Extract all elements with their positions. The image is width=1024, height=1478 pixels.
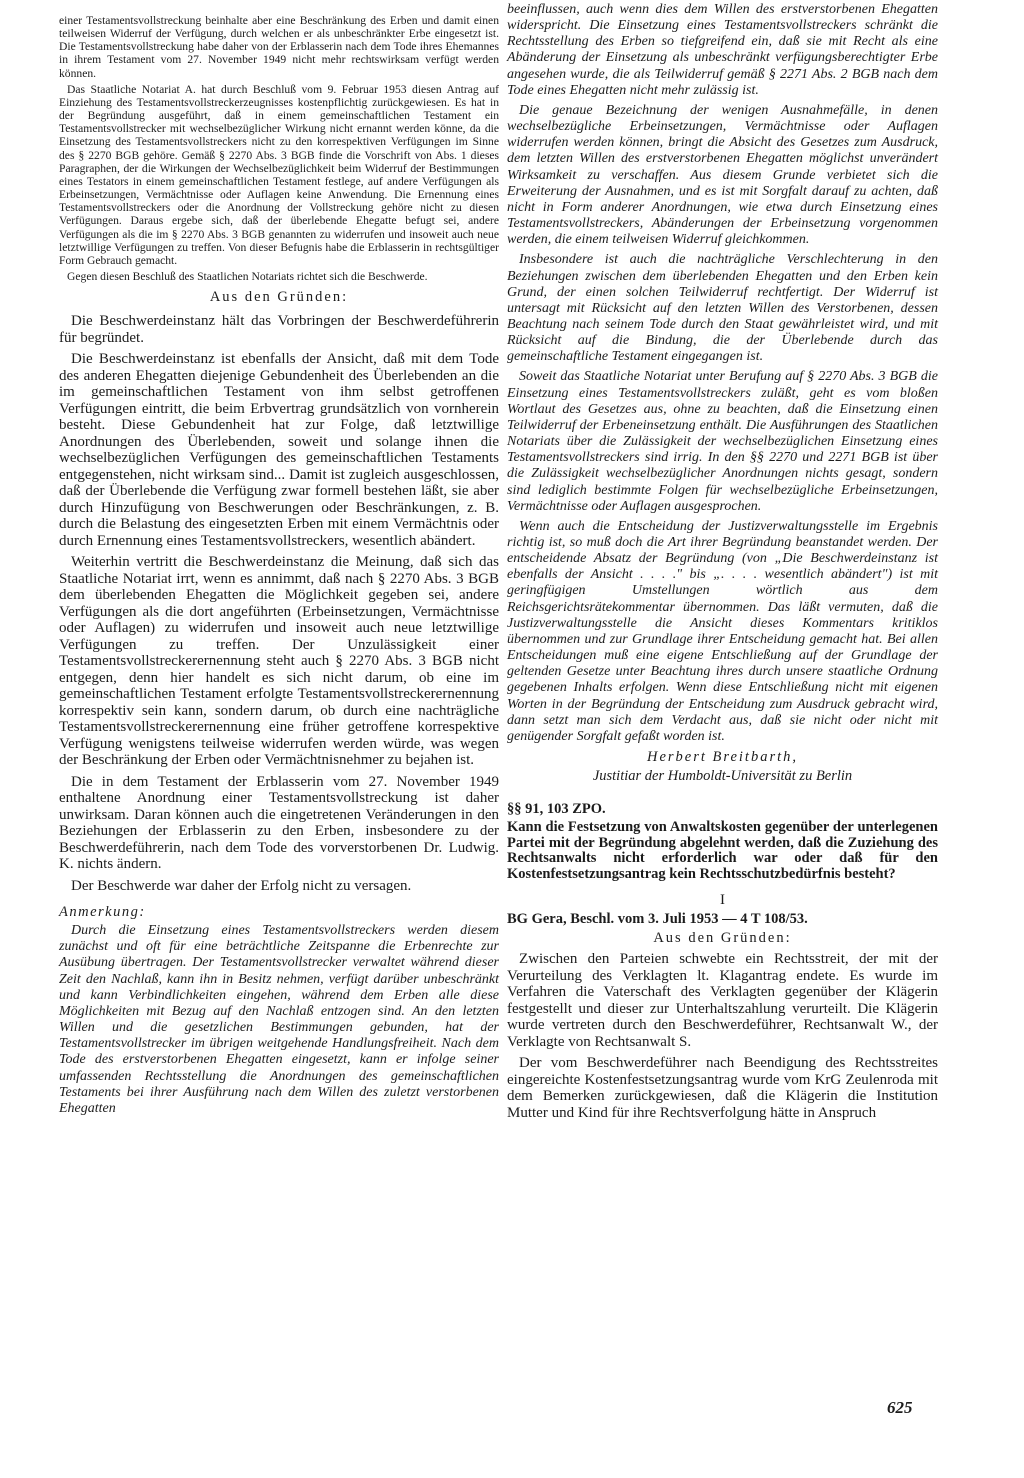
intro-paragraph-3: Gegen diesen Beschluß des Staatlichen Notariats richtet sich die Beschwerde. [67, 269, 428, 283]
section-heading-gruende: Aus den Gründen: [209, 289, 349, 306]
signature-title: Justitiar der Humboldt-Universität zu Berlin [592, 768, 853, 785]
case-paragraph-1: Zwischen den Parteien schwebte ein Rechtsstreit, der mit der Verurteilung des Verklagten lt. Klagantrag endete. Es wurde im Verfahren die Vaterschaft des Verklagten gegenüber der Klägerin festgestellt und dieser zur Unterhaltszahlung verurteilt. Die Klägerin wurde vertreten durch den Beschwerdeführer, Rechtsanwalt W., der Verklagte von Rechtsanwalt S. [507, 951, 938, 1050]
annotation-heading: Anmerkung: [59, 904, 146, 921]
annotation-paragraph: Durch die Einsetzung eines Testamentsvollstreckers werden diesem zunächst und oft für eine beträchtliche Zeitspanne die Erbenrechte zur Ausübung übertragen. Der Testamentsvollstrecker verwaltet während dieser Zeit den Nachlaß, kann ihn in Besitz nehmen, verfügt darüber unbeschränkt und kann Verbindlichkeiten eingehen, während dem Erben alle diese Möglichkeiten mit Bezug auf den Nachlaß entzogen sind. An den letzten Willen und die gesetzlichen Bestimmungen gebunden, hat der Testamentsvollstrecker im übrigen weitgehende Handlungsfreiheit. Nach dem Tode des erstverstorbenen Ehegatten eingesetzt, kann er infolge seiner umfassenden Rechtsstellung die Anordnungen des gemeinschaftlichen Testaments bei ihrer Ausführung nach dem Willen des zuletzt verstorbenen Ehegatten [59, 923, 499, 1116]
left-column [59, 14, 499, 1121]
rule-heading: §§ 91, 103 ZPO. [507, 801, 606, 818]
annotation-continued-4: Soweit das Staatliche Notariat unter Berufung auf § 2270 Abs. 3 BGB die Einsetzung eines Testamentsvollstreckers zuläßt, geht es vom bloßen Wortlaut des Gesetzes aus, ohne zu beachten, daß die Einsetzung einen Teilwiderruf der Erbeneinsetzung enthält. Die Ausführungen des Staatlichen Notariats über die Zulässigkeit der wechselbezüglichen Einsetzung eines Testamentsvollstreckers sind irrig. In den §§ 2270 und 2271 BGB ist über die Zulässigkeit wechselbezüglicher Anordnungen nichts gesagt, sondern sind lediglich bestimmte Folgen für wechselbezügliche Erbeinsetzungen, Vermächtnisse oder Auflagen ausgesprochen. [507, 369, 938, 514]
intro-paragraph-2: Das Staatliche Notariat A. hat durch Beschluß vom 9. Februar 1953 diesen Antrag auf Einziehung des Testamentsvollstreckerzeugnisses kostenpflichtig zurückgewiesen. Es hat in der Begründung ausgeführt, daß in einem gemeinschaftlichen Testament ein Testamentsvollstrecker mit wechselbezüglicher Wirkung nicht ernannt werden könne, da die Einsetzung des Testamentsvollstreckers nicht zu den korrespektiven Verfügungen im Sinne des § 2270 BGB gehöre. Gemäß § 2270 Abs. 3 BGB finde die Vorschrift von Abs. 1 dieses Paragraphen, der die Wirkungen der Wechselbezüglichkeit beim Widerruf der Bestimmungen eines Testators in einem gemeinschaftlichen Testament festlege, auf andere Verfügungen als Erbeinsetzungen, Vermächtnisse oder Auflagen keine Anwendung. Die Ernennung eines Testamentsvollstreckers oder die Anordnung der Vollstreckung gehöre nicht zu diesen Verfügungen. Daraus ergebe sich, daß der überlebende Ehegatte befugt sei, andere Verfügungen als die im § 2270 Abs. 3 BGB genannten zu widerrufen und insoweit auch neue letztwillige Verfügungen zu treffen. Von dieser Befugnis habe die Erblasserin in rechtsgültiger Form Gebrauch gemacht. [59, 82, 499, 267]
page-number: 625 [887, 1398, 913, 1417]
signature-name [507, 749, 938, 766]
roman-numeral: I [720, 892, 725, 909]
annotation-continued-1: beeinflussen, auch wenn dies dem Willen des erstverstorbenen Ehegatten widerspricht. Die Einsetzung eines Testamentsvollstreckers schränkt die Rechtsstellung des Erben so tiefgreifend ein, daß sie mit Recht als eine Abänderung der Einsetzung als unbeschränkt verfügungsberechtigter Erbe angesehen wurde, die als Teilwiderruf gemäß § 2271 Abs. 2 BGB nach dem Tode eines Ehegatten nicht mehr zulässig ist. [507, 2, 938, 98]
leitsatz-question: Kann die Festsetzung von Anwaltskosten gegenüber der unterlegenen Partei mit der Begründung abgelehnt werden, daß die Zuziehung des Rechtsanwalts nicht erforderlich war oder daß für den Kostenfestsetzungsantrag kein Rechtsschutzbedürfnis besteht? [507, 819, 938, 882]
body-paragraph-4: Die in dem Testament der Erblasserin vom 27. November 1949 enthaltene Anordnung einer Testamentsvollstreckung ist daher unwirksam. Daran können auch die eingetretenen Veränderungen in den Beziehungen der Erblasserin zu den Erben, insbesondere zu der Beschwerdeführerin, nach dem Tode des vorverstorbenen Dr. Ludwig. K. nichts ändern. [59, 773, 499, 873]
case-paragraph-2: Der vom Beschwerdeführer nach Beendigung des Rechtsstreites eingereichte Kostenfestsetzungsantrag wurde vom KrG Zeulenroda mit dem Bemerken zurückgewiesen, daß die Klägerin die Institution Mutter und Kind für ihre Rechtsverfolgung hätte in Anspruch [507, 1055, 938, 1121]
intro-paragraph-1: einer Testamentsvollstreckung beinhalte aber eine Beschränkung des Erben und damit einen teilweisen Widerruf der Verfügung, durch welchen er als unbeschränkter Erbe eingesetzt ist. Die Testamentsvollstreckung habe daher von der Erblasserin nach dem Tode ihres Ehemannes in ihrem Testament vom 27. November 1949 nicht mehr rechtswirksam verfügt werden können. [59, 14, 499, 80]
body-paragraph-3: Weiterhin vertritt die Beschwerdeinstanz die Meinung, daß sich das Staatliche Notariat irrt, wenn es annimmt, daß nach § 2270 Abs. 3 BGB dem überlebenden Ehegatten die Möglichkeit gegeben sei, andere Verfügungen als die dort angeführten (Erbeinsetzungen, Vermächtnisse oder Auflagen) zu widerrufen und insoweit auch neue letztwillige Verfügungen zu treffen. Der Unzulässigkeit einer Testamentsvollstreckerernennung steht auch § 2270 Abs. 3 BGB nicht entgegen, denn hier handelt es sich nicht darum, ob eine im gemeinschaftlichen Testament erfolgte Testamentsvollstreckerernennung korrespektiv sein kann, sondern darum, ob durch eine nachträgliche Testamentsvollstreckerernennung eine früher getroffene korrespektive Verfügung wenigstens teilweise widerrufen werden würde, was wegen der Beschränkung der Erben oder Vermächtnisnehmer zu bejahen ist. [59, 554, 499, 769]
annotation-continued-2: Die genaue Bezeichnung der wenigen Ausnahmefälle, in denen wechselbezügliche Erbeinsetzungen, Vermächtnisse oder Auflagen widerrufen werden können, bringt die Absicht des Gesetzes zum Ausdruck, dem letzten Willen des erstverstorbenen Ehegatten möglichst unverändert Wirksamkeit zu verschaffen. Aus diesem Grunde verbietet sich die Erweiterung der Ausnahmen, und es ist mit Sorgfalt darauf zu achten, daß nicht in Form anderer Anordnungen, wie etwa durch Einsetzung eines Testamentsvollstreckers, Abänderungen der Erbeinsetzung vorgenommen werden, die einem teilweisen Widerruf gleichkommen. [507, 102, 938, 248]
body-paragraph-5: Der Beschwerde war daher der Erfolg nicht zu versagen. [71, 877, 412, 894]
body-paragraph-1: Die Beschwerdeinstanz hält das Vorbringen der Beschwerdeführerin für begründet. [59, 313, 499, 346]
body-paragraph-2: Die Beschwerdeinstanz ist ebenfalls der Ansicht, daß mit dem Tode des anderen Ehegatten diejenige Gebundenheit des Überlebenden an die im gemeinschaftlichen Testament von ihm selbst getroffenen Verfügungen eintritt, die beim Erbvertrag grundsätzlich von vornherein besteht. Diese Gebundenheit hat zur Folge, daß letztwillige Anordnungen des Überlebenden, soweit und solange ihnen die wechselbezüglichen Verfügungen des gemeinschaftlichen Testaments entgegenstehen, nicht wirksam sind... Damit ist zugleich ausgeschlossen, daß der Überlebende die Verfügung zwar formell bestehen läßt, sie aber durch Hinzufügung von Beschwerungen oder Beschränkungen, z. B. durch die Belastung des eingesetzten Erben mit einem Vermächtnis oder durch Ernennung eines Testamentsvollstreckers, wesentlich abändert. [59, 351, 499, 549]
annotation-continued-5: Wenn auch die Entscheidung der Justizverwaltungsstelle im Ergebnis richtig ist, so muß doch die Art ihrer Begründung beanstandet werden. Der entscheidende Absatz der Begründung (von „Die Beschwerdeinstanz ist ebenfalls der Ansicht . . . ." bis „. . . . wesentlich abändert") ist mit geringfügigen Umstellungen wörtlich aus dem Reichsgerichtsrätekommentar übernommen. Das läßt vermuten, daß die Justizverwaltungsstelle die Ansicht dieses Kommentars kritiklos übernommen und zur Grundlage ihrer Entscheidung gemacht hat. Bei allen Entscheidungen muß eine eigene Entschließung auf der Grundlage der geltenden Gesetze unter Beachtung ihres durch unsere staatliche Ordnung gegebenen Inhalts erfolgen. Wenn diese Entschließung nicht mit eigenen Worten in der Begründung der Entscheidung zum Ausdruck gebracht wird, dann setzt man sich dem Verdacht aus, daß sie nicht oder nicht mit genügender Sorgfalt gefaßt worden ist. [507, 518, 938, 744]
court-decision-line: BG Gera, Beschl. vom 3. Juli 1953 — 4 T 108/53. [507, 911, 808, 928]
right-column [507, 2, 938, 1126]
signature-name-text: Herbert Breitbarth, [646, 749, 799, 766]
annotation-continued-3: Insbesondere ist auch die nachträgliche Verschlechterung in den Beziehungen zwischen dem überlebenden Ehegatten und den Erben kein Grund, der einen solchen Teilwiderruf rechtfertigt. Der Widerruf ist untersagt mit Rücksicht auf den letzten Willen des Verstorbenen, dessen Beachtung nach seinem Tode durch den Staat gewährleistet wird, und mit Rücksicht auf die Bindung, die der Überlebende durch das gemeinschaftliche Testament eingegangen ist. [507, 252, 938, 365]
section-heading-gruende-2: Aus den Gründen: [653, 930, 792, 947]
